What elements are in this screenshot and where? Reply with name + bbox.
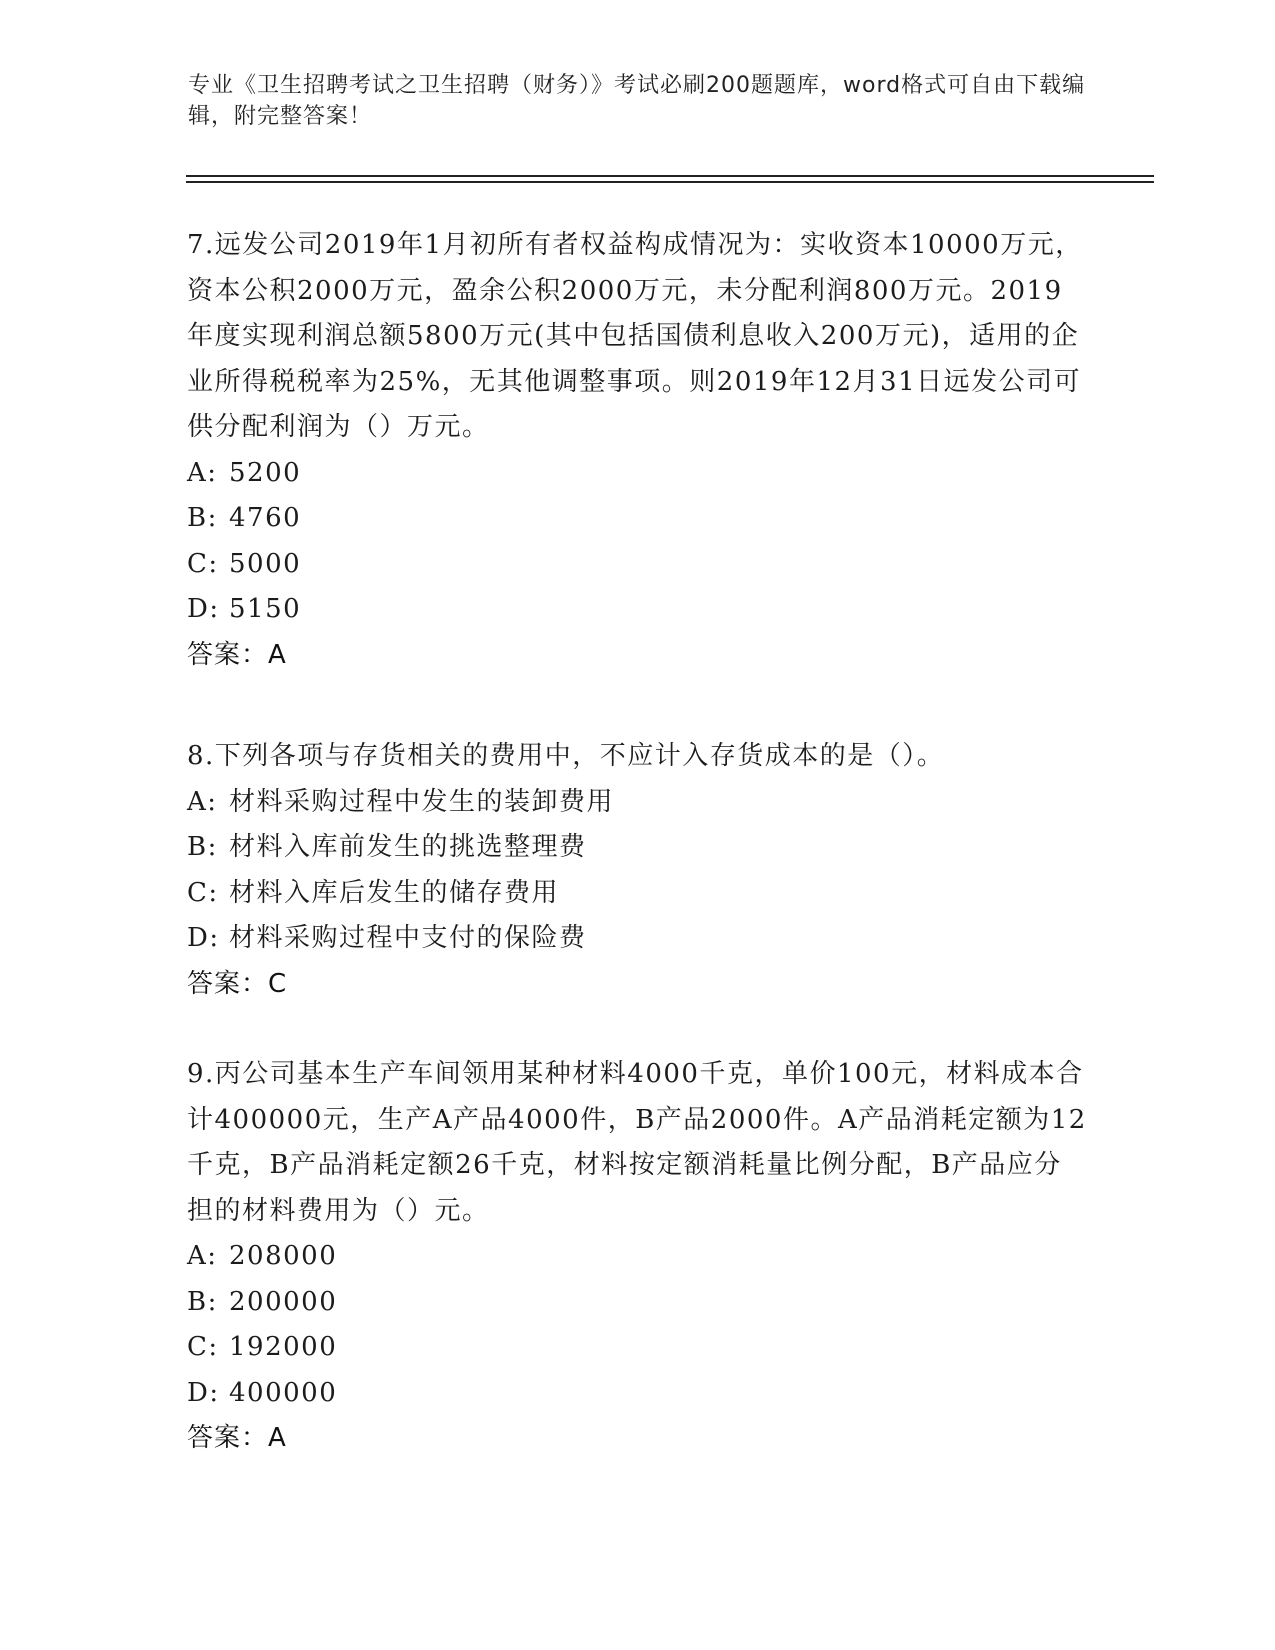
option-d [187, 1371, 1087, 1417]
option-text: 5000 [229, 548, 302, 579]
option-a [187, 1234, 1087, 1280]
option-letter: D: [187, 594, 220, 624]
option-letter: B: [187, 1286, 218, 1317]
answer-line: 答案：A [187, 639, 287, 670]
option-text: 192000 [229, 1332, 338, 1362]
option-text: 400000 [229, 1377, 338, 1408]
option-text: 5200 [229, 457, 302, 488]
option-letter: A: [187, 786, 218, 817]
option-text: 材料采购过程中支付的保险费 [229, 923, 587, 953]
option-b [187, 1280, 1087, 1326]
option-b [187, 825, 1087, 871]
option-letter: C: [187, 877, 219, 908]
option-text: 材料入库后发生的储存费用 [229, 877, 560, 908]
option-c [187, 542, 1087, 588]
option-letter: C: [187, 1332, 219, 1362]
option-letter: B: [187, 503, 218, 533]
question-text: 7.远发公司2019年1月初所有者权益构成情况为：实收资本10000万元，资本公积2000万元，盈余公积2000万元，未分配利润800万元。2019年度实现利润总额5800万元(其中包括国债利息收入200万元)，适用的企业所得税税率为25%，无其他调整事项。则2019年12月31日远发公司可供分配利润为（）万元。 [187, 230, 1083, 442]
option-text: 208000 [229, 1241, 338, 1271]
option-d [187, 916, 1087, 962]
document-header [188, 70, 1088, 132]
option-letter: C: [187, 548, 219, 579]
option-c [187, 1325, 1087, 1371]
option-b [187, 496, 1087, 542]
option-letter: A: [187, 457, 218, 488]
option-letter: D: [187, 923, 220, 953]
option-d [187, 587, 1087, 633]
option-letter: A: [187, 1241, 218, 1271]
option-a [187, 780, 1087, 826]
option-text: 5150 [229, 594, 302, 624]
option-letter: B: [187, 832, 218, 862]
question-text: 8.下列各项与存货相关的费用中，不应计入存货成本的是（）。 [187, 741, 945, 771]
option-letter: D: [187, 1377, 220, 1408]
option-text: 4760 [229, 503, 302, 533]
header-divider-top [186, 175, 1154, 177]
option-text: 材料采购过程中发生的装卸费用 [229, 786, 615, 817]
option-text: 200000 [229, 1286, 338, 1317]
option-text: 材料入库前发生的挑选整理费 [229, 832, 587, 862]
option-a [187, 451, 1087, 497]
question-9 [187, 1052, 1087, 1462]
question-7 [187, 223, 1087, 678]
header-title: 专业《卫生招聘考试之卫生招聘（财务）》考试必刷200题题库，word格式可自由下载编辑，附完整答案！ [188, 73, 1086, 129]
header-divider-bottom [186, 181, 1154, 183]
answer-line: 答案：A [187, 1423, 287, 1453]
question-8 [187, 734, 1087, 1007]
option-c [187, 871, 1087, 917]
answer-line: 答案：C [187, 968, 288, 999]
question-text: 9.丙公司基本生产车间领用某种材料4000千克，单价100元，材料成本合计400000元，生产A产品4000件，B产品2000件。A产品消耗定额为12千克，B产品消耗定额26千克，材料按定额消耗量比例分配，B产品应分担的材料费用为（）元。 [187, 1059, 1087, 1226]
